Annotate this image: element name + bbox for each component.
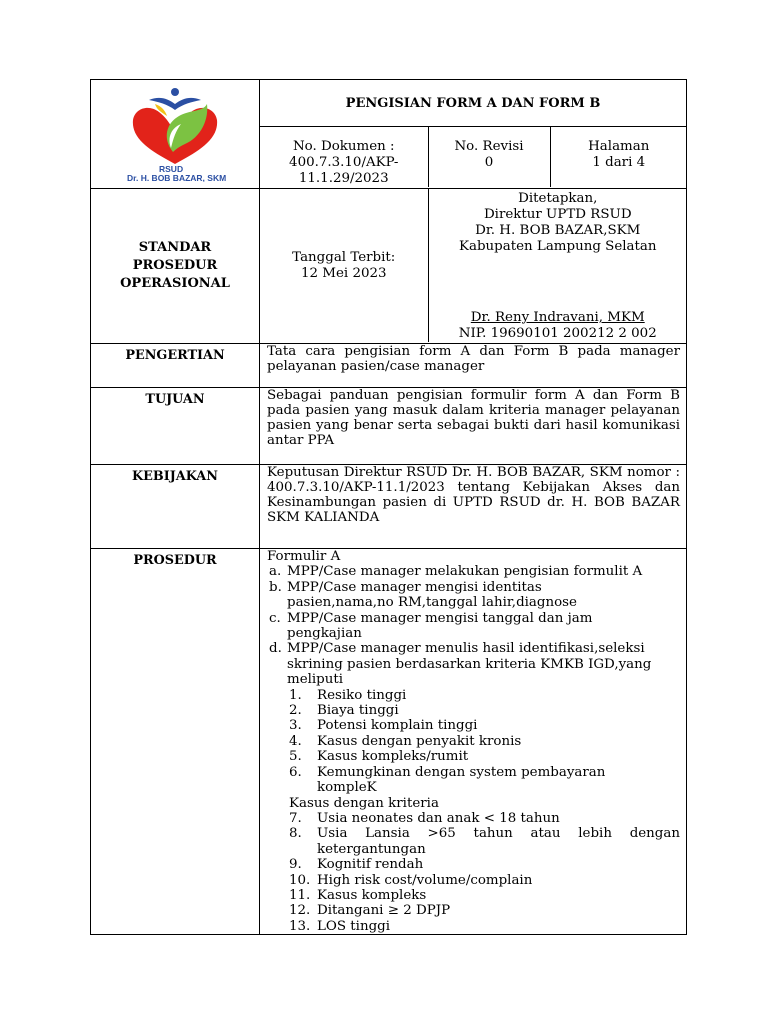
document-meta-cell xyxy=(260,127,687,189)
halaman xyxy=(550,127,687,187)
criteria-text: Potensi komplain tinggi xyxy=(317,718,478,734)
sop-details-table xyxy=(260,189,687,342)
logo-cell xyxy=(91,80,260,189)
prosedur-steps xyxy=(267,564,680,687)
step-text: MPP/Case manager menulis hasil identifikasi,seleksi skrining pasien berdasarkan kriteria KMKB IGD,yang meliputi xyxy=(287,641,652,688)
ditetapkan-line-3: Dr. H. BOB BAZAR,SKM xyxy=(475,223,641,238)
criteria-item xyxy=(267,718,680,733)
criteria-text: High risk cost/volume/complain xyxy=(317,872,533,888)
criteria-item xyxy=(267,811,680,826)
sop-line-1: STANDAR xyxy=(138,240,212,255)
tujuan-text: Sebagai panduan pengisian formulir form A dan Form B pada pasien yang masuk dalam kriteria manager pelayanan pasien yang benar serta sebagai bukti dari hasil komunikasi antar PPA xyxy=(260,388,687,465)
criteria-text: Kemungkinan dengan system pembayaran kompleK xyxy=(317,764,606,796)
pengertian-label: PENGERTIAN xyxy=(91,344,260,388)
ditetapkan-line-4: Kabupaten Lampung Selatan xyxy=(459,239,657,254)
criteria-text: Biaya tinggi xyxy=(317,703,399,719)
criteria-text: Usia Lansia >65 tahun atau lebih dengan ketergantungan xyxy=(317,826,680,857)
prosedur-step xyxy=(267,641,680,687)
step-marker: a. xyxy=(269,564,282,580)
document-meta-table xyxy=(260,127,687,187)
halaman-value: 1 dari 4 xyxy=(592,155,646,170)
criteria-text: Resiko tinggi xyxy=(317,687,407,703)
criteria-text: LOS tinggi xyxy=(317,918,391,934)
criteria-list-2 xyxy=(267,811,680,934)
step-text: MPP/Case manager mengisi tanggal dan jam pengkajian xyxy=(287,610,593,642)
criteria-marker: 1. xyxy=(289,687,302,703)
tanggal-terbit xyxy=(260,189,428,342)
logo-text-rsud: RSUD xyxy=(159,164,184,174)
kebijakan-label: KEBIJAKAN xyxy=(91,465,260,549)
step-text: MPP/Case manager mengisi identitas pasien,nama,no RM,tanggal lahir,diagnose xyxy=(287,579,577,611)
prosedur-step xyxy=(267,580,680,611)
criteria-text: Kognitif rendah xyxy=(317,857,424,873)
step-marker: d. xyxy=(269,641,282,657)
criteria-marker: 4. xyxy=(289,733,302,749)
logo-blue-head xyxy=(171,88,179,96)
tujuan-label: TUJUAN xyxy=(91,388,260,465)
criteria-marker: 9. xyxy=(289,857,302,873)
criteria-text: Kasus kompleks/rumit xyxy=(317,749,469,765)
prosedur-step xyxy=(267,564,680,579)
criteria-list-1 xyxy=(267,688,680,796)
no-dokumen-label: No. Dokumen : xyxy=(292,139,395,154)
sop-line-3: OPERASIONAL xyxy=(120,276,230,291)
criteria-item xyxy=(267,765,680,796)
signer-nip: NIP. 19690101 200212 2 002 xyxy=(458,326,657,341)
prosedur-content xyxy=(260,549,687,935)
tanggal-terbit-label: Tanggal Terbit: xyxy=(292,249,396,265)
pengertian-text: Tata cara pengisian form A dan Form B pada manager pelayanan pasien/case manager xyxy=(260,344,687,388)
criteria-text: Kasus kompleks xyxy=(317,887,427,903)
criteria-text: Kasus dengan penyakit kronis xyxy=(317,733,522,749)
no-dokumen xyxy=(260,127,428,187)
no-dokumen-value-1: 400.7.3.10/AKP- xyxy=(289,155,399,170)
sop-line-2: PROSEDUR xyxy=(132,258,218,273)
hospital-logo xyxy=(113,82,237,182)
criteria-item xyxy=(267,857,680,872)
no-revisi-value: 0 xyxy=(484,155,494,170)
criteria-item xyxy=(267,873,680,888)
criteria-item xyxy=(267,919,680,934)
logo-text-name: Dr. H. BOB BAZAR, SKM xyxy=(127,173,227,182)
criteria-item xyxy=(267,888,680,903)
criteria-marker: 3. xyxy=(289,718,302,734)
sop-document-table xyxy=(90,79,687,935)
criteria-marker: 6. xyxy=(289,764,302,780)
criteria-marker: 7. xyxy=(289,810,302,826)
tanggal-terbit-value: 12 Mei 2023 xyxy=(300,265,387,281)
criteria-marker: 5. xyxy=(289,749,302,765)
no-dokumen-value-2: 11.1.29/2023 xyxy=(298,171,389,186)
criteria-marker: 8. xyxy=(289,826,302,842)
ditetapkan-line-1: Ditetapkan, xyxy=(518,191,598,206)
logo-blue-arms xyxy=(149,98,201,110)
no-revisi-label: No. Revisi xyxy=(454,139,524,154)
criteria-subheading: Kasus dengan kriteria xyxy=(289,795,439,811)
criteria-marker: 10. xyxy=(289,872,311,888)
criteria-marker: 12. xyxy=(289,903,311,919)
step-marker: b. xyxy=(269,579,282,595)
sop-label-cell xyxy=(91,189,260,344)
signer-name: Dr. Reny Indravani, MKM xyxy=(470,310,645,325)
prosedur-heading: Formulir A xyxy=(267,549,341,564)
prosedur-label: PROSEDUR xyxy=(91,549,260,935)
halaman-label: Halaman xyxy=(588,139,650,154)
criteria-marker: 13. xyxy=(289,918,311,934)
sop-details-cell xyxy=(260,189,687,344)
criteria-item xyxy=(267,688,680,703)
ditetapkan-line-2: Direktur UPTD RSUD xyxy=(483,207,632,222)
criteria-item xyxy=(267,826,680,857)
prosedur-step xyxy=(267,611,680,642)
step-text: MPP/Case manager melakukan pengisian formulit A xyxy=(287,564,643,580)
criteria-item xyxy=(267,734,680,749)
signature-block xyxy=(429,310,688,342)
step-marker: c. xyxy=(269,610,281,626)
criteria-item xyxy=(267,903,680,918)
criteria-marker: 11. xyxy=(289,887,311,903)
criteria-item xyxy=(267,703,680,718)
kebijakan-text: Keputusan Direktur RSUD Dr. H. BOB BAZAR, SKM nomor : 400.7.3.10/AKP-11.1/2023 tentang Kebijakan Akses dan Kesinambungan pasien di UPTD RSUD dr. H. BOB BAZAR SKM KALIANDA xyxy=(260,465,687,549)
document-title: PENGISIAN FORM A DAN FORM B xyxy=(260,80,687,127)
criteria-text: Ditangani ≥ 2 DPJP xyxy=(317,903,451,919)
criteria-marker: 2. xyxy=(289,703,302,719)
criteria-item xyxy=(267,749,680,764)
ditetapkan-block xyxy=(428,189,687,342)
no-revisi xyxy=(428,127,550,187)
criteria-text: Usia neonates dan anak < 18 tahun xyxy=(317,810,560,826)
